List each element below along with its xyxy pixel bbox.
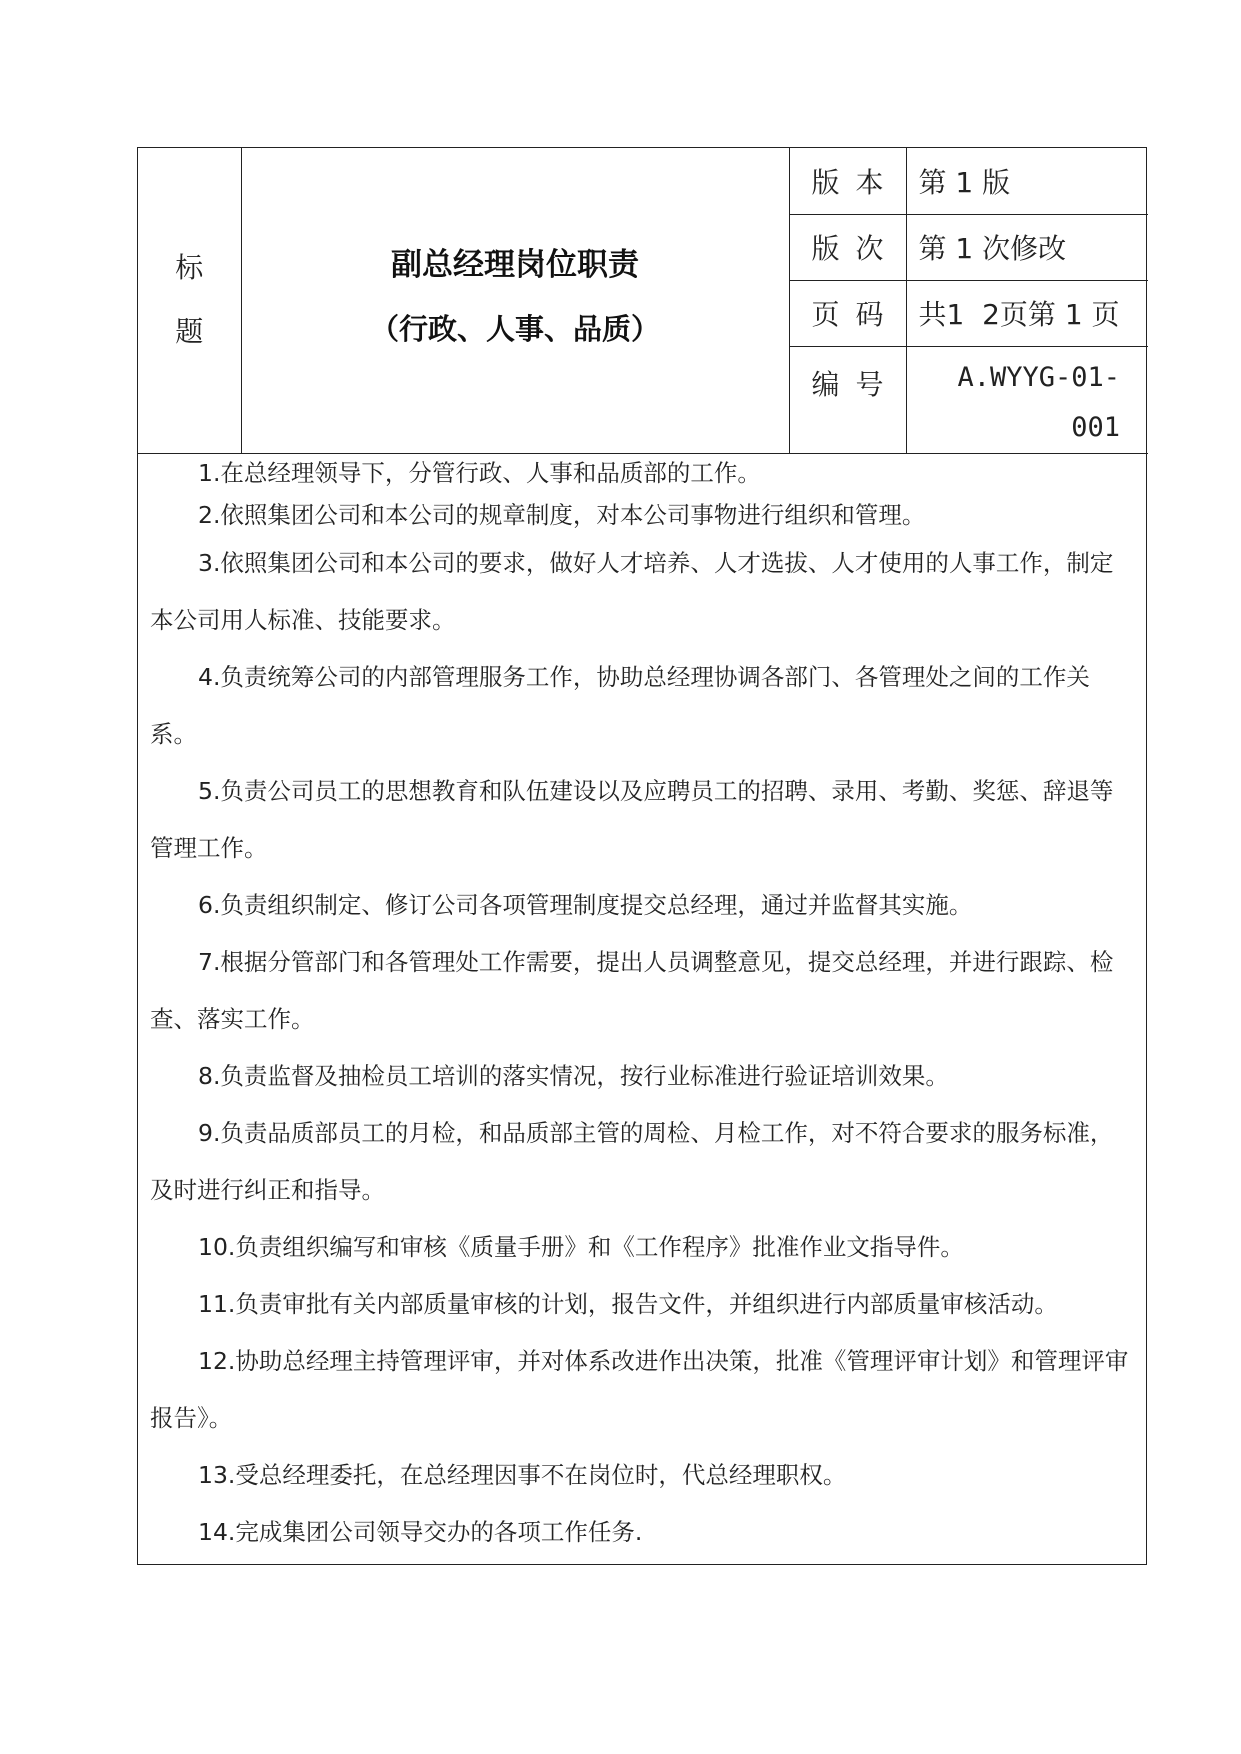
title-cell [241,148,789,453]
document-subtitle: （行政、人事、品质） [369,312,660,347]
duty-item-14: 14.完成集团公司领导交办的各项工作任务. [198,1518,643,1546]
duty-item-5: 5.负责公司员工的思想教育和队伍建设以及应聘员工的招聘、录用、考勤、奖惩、辞退等管理工作。 [150,777,1114,862]
document-title: 副总经理岗位职责 [391,247,639,284]
meta-key-page: 页码 [789,280,906,346]
duty-item-7: 7.根据分管部门和各管理处工作需要，提出人员调整意见，提交总经理，并进行跟踪、检查、落实工作。 [150,948,1114,1033]
duty-item-1: 1.在总经理领导下，分管行政、人事和品质部的工作。 [198,459,761,487]
duty-item-12: 12.协助总经理主持管理评审，并对体系改进作出决策，批准《管理评审计划》和管理评审报告》。 [150,1347,1129,1432]
duty-item-2: 2.依照集团公司和本公司的规章制度，对本公司事物进行组织和管理。 [198,501,926,529]
meta-value-version: 第 1 版 [906,148,1148,214]
duty-item-6: 6.负责组织制定、修订公司各项管理制度提交总经理，通过并监督其实施。 [198,891,973,919]
duty-item-9: 9.负责品质部员工的月检，和品质部主管的周检、月检工作，对不符合要求的服务标准，及时进行纠正和指导。 [150,1119,1114,1204]
duty-item-11: 11.负责审批有关内部质量审核的计划，报告文件，并组织进行内部质量审核活动。 [198,1290,1058,1318]
meta-value-code: A.WYYG-01-001 [906,346,1148,453]
header-label-cell [138,148,241,453]
duty-item-3: 3.依照集团公司和本公司的要求，做好人才培养、人才选拔、人才使用的人事工作，制定本公司用人标准、技能要求。 [150,549,1114,634]
duties-list [138,451,1146,1561]
duty-item-4: 4.负责统筹公司的内部管理服务工作，协助总经理协调各部门、各管理处之间的工作关系。 [150,663,1090,748]
duty-item-10: 10.负责组织编写和审核《质量手册》和《工作程序》批准作业文指导件。 [198,1233,964,1261]
duty-item-13: 13.受总经理委托，在总经理因事不在岗位时，代总经理职权。 [198,1461,847,1489]
header-label-char-2: 题 [175,315,204,349]
meta-value-page: 共1 2页第 1 页 [906,280,1148,346]
header-table [138,148,1148,454]
meta-key-revision: 版次 [789,214,906,280]
document-frame [137,147,1147,1565]
duty-item-8: 8.负责监督及抽检员工培训的落实情况，按行业标准进行验证培训效果。 [198,1062,949,1090]
meta-key-code: 编号 [789,346,906,453]
meta-value-revision: 第 1 次修改 [906,214,1148,280]
header-label-char-1: 标 [175,251,204,285]
meta-key-version: 版本 [789,148,906,214]
